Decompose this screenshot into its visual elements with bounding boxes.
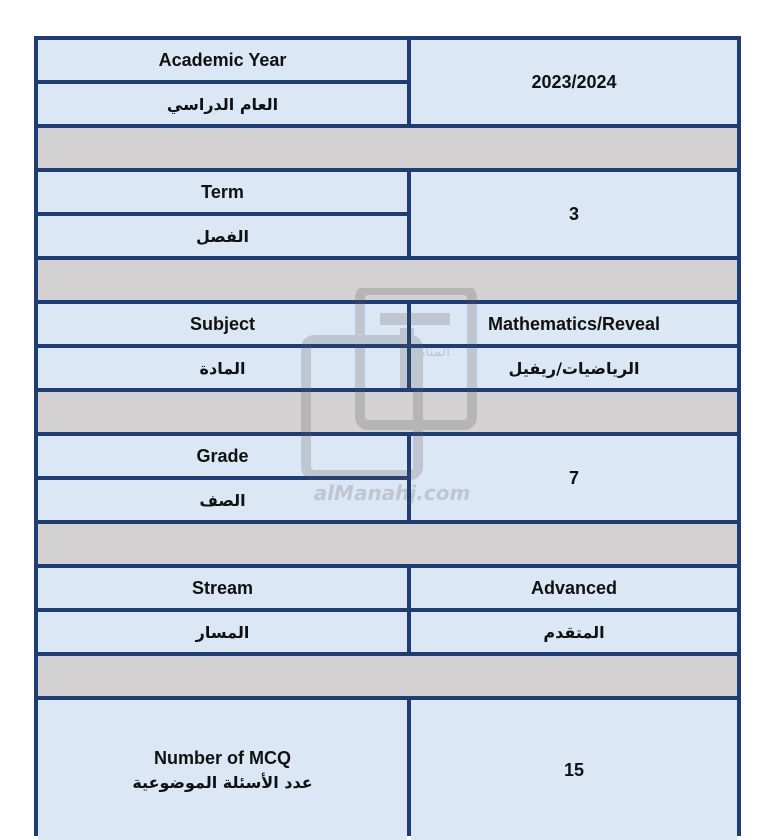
subject-value-ar xyxy=(411,348,737,388)
subject-label-text: Subject xyxy=(189,313,255,334)
separator-row xyxy=(38,392,737,432)
stream-value-ar xyxy=(411,612,737,652)
mcq-label-text: Number of MCQ xyxy=(153,748,291,769)
term-label-ar-text: الفصل xyxy=(195,226,250,246)
separator-row xyxy=(38,656,737,696)
stream-value-ar-text: المتقدم xyxy=(543,622,605,642)
mcq-label xyxy=(38,700,407,840)
subject-label xyxy=(38,304,407,344)
info-table xyxy=(34,36,741,836)
mcq-value xyxy=(411,700,737,840)
term-label-text: Term xyxy=(201,181,244,202)
term-label xyxy=(38,172,407,212)
separator-row xyxy=(38,260,737,300)
stream-label-ar-text: المسار xyxy=(195,622,250,642)
stream-value-text: Advanced xyxy=(530,577,618,598)
watermark-logo-text: المناهج xyxy=(408,344,450,360)
stream-value xyxy=(411,568,737,608)
academic-year-value-text: 2023/2024 xyxy=(531,71,617,92)
subject-value-text: Mathematics/Reveal xyxy=(487,313,661,334)
grade-value xyxy=(411,436,737,520)
mcq-label-ar-text: عدد الأسئلة الموضوعية xyxy=(132,773,313,793)
subject-value xyxy=(411,304,737,344)
academic-year-label xyxy=(38,40,407,80)
term-value xyxy=(411,172,737,256)
subject-label-ar-text: المادة xyxy=(199,358,246,378)
term-value-text: 3 xyxy=(568,203,579,224)
term-label-ar xyxy=(38,216,407,256)
stream-label-ar xyxy=(38,612,407,652)
grade-label-text: Grade xyxy=(196,445,249,466)
academic-year-value xyxy=(411,40,737,124)
academic-year-label-ar xyxy=(38,84,407,124)
grade-label-ar-text: الصف xyxy=(199,490,246,510)
subject-value-ar-text: الرياضيات/ريفيل xyxy=(508,358,640,378)
grade-value-text: 7 xyxy=(568,467,579,488)
mcq-value-text: 15 xyxy=(563,759,585,780)
subject-label-ar xyxy=(38,348,407,388)
watermark-text: alManahj.com xyxy=(313,481,471,505)
grade-label-ar xyxy=(38,480,407,520)
academic-year-label-ar-text: العام الدراسي xyxy=(166,94,279,114)
separator-row xyxy=(38,524,737,564)
academic-year-label-text: Academic Year xyxy=(158,49,287,70)
mcq-label-stack xyxy=(132,745,312,794)
stream-label xyxy=(38,568,407,608)
separator-row xyxy=(38,128,737,168)
grade-label xyxy=(38,436,407,476)
stream-label-text: Stream xyxy=(191,577,254,598)
